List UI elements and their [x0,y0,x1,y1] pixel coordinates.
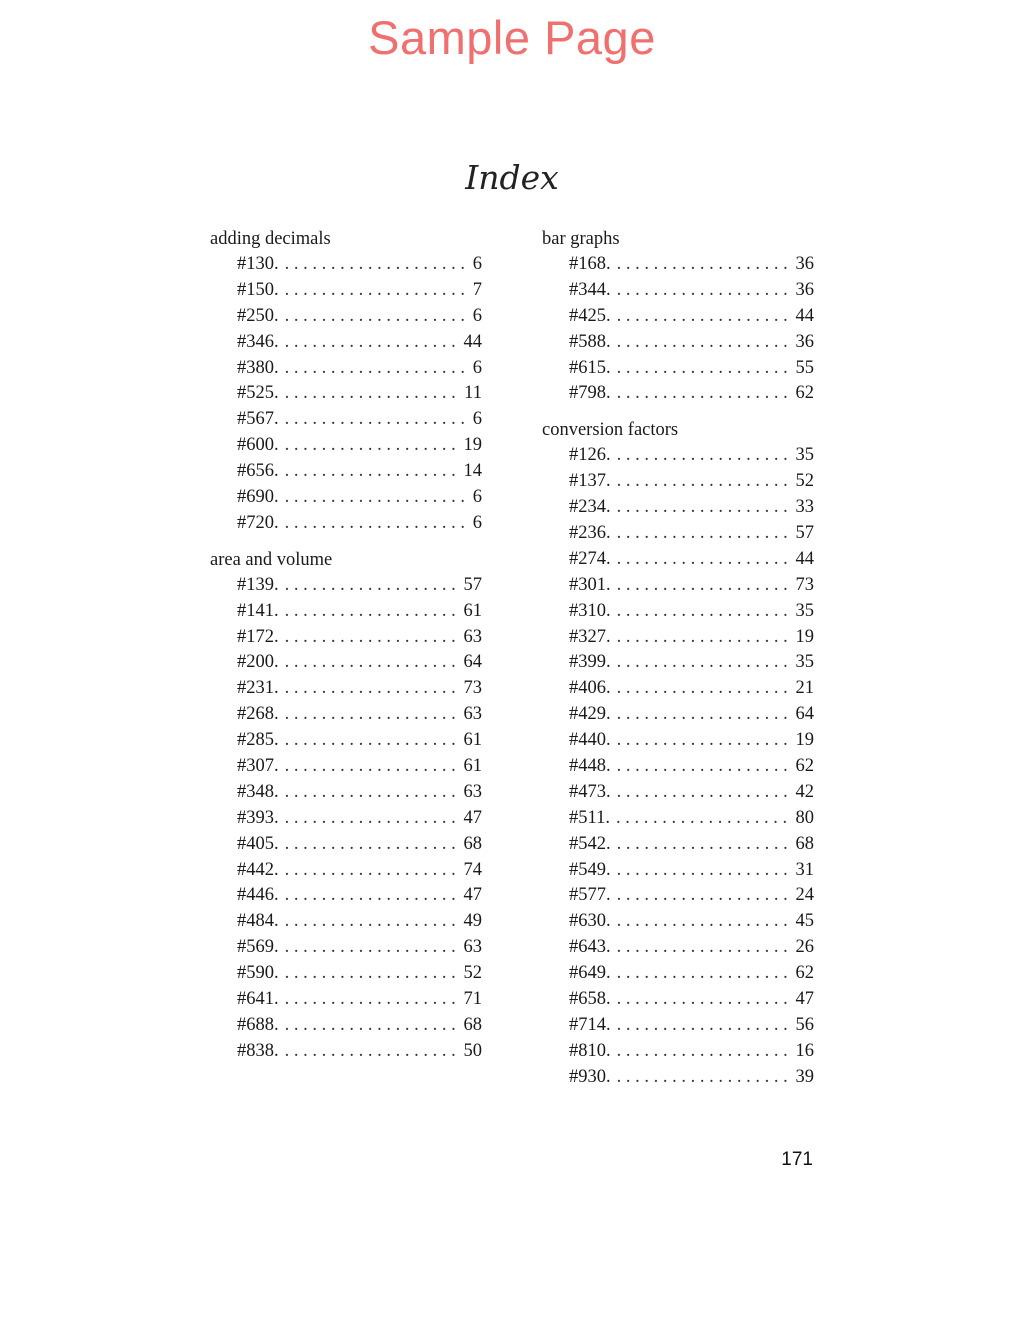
index-entry [542,278,814,304]
entry-number: #525. [237,383,279,404]
entry-page: 61 [463,756,482,777]
entry-number: #285. [237,730,279,751]
dot-leader [285,676,461,702]
index-entry [542,702,814,728]
index-entry [542,330,814,356]
entry-page: 44 [795,305,814,326]
entry-number: #399. [569,652,611,673]
entry-number: #405. [237,833,279,854]
index-entry [210,935,482,961]
index-entry [210,573,482,599]
entry-page: 35 [795,652,814,673]
dot-leader [285,909,461,935]
entry-page: 64 [463,652,482,673]
dot-leader [285,702,461,728]
entry-number: #810. [569,1040,611,1061]
index-entry [210,1039,482,1065]
index-entry [542,599,814,625]
index-entry [542,676,814,702]
dot-leader [285,987,461,1013]
index-group [542,417,814,1090]
entry-number: #577. [569,885,611,906]
entry-page: 61 [463,730,482,751]
entry-page: 6 [472,512,482,533]
entry-page: 63 [463,626,482,647]
entry-number: #473. [569,781,611,802]
entry-number: #406. [569,678,611,699]
dot-leader [617,832,793,858]
index-entry [210,485,482,511]
entry-page: 24 [795,885,814,906]
index-group-heading: bar graphs [542,229,620,249]
entry-number: #658. [569,989,611,1010]
entry-page: 19 [795,626,814,647]
dot-leader [617,987,793,1013]
entry-number: #690. [237,487,279,508]
entry-page: 45 [795,911,814,932]
dot-leader [285,806,461,832]
entry-page: 35 [795,445,814,466]
entry-page: 73 [795,574,814,595]
entry-page: 50 [463,1040,482,1061]
entry-page: 47 [795,989,814,1010]
index-entry [210,754,482,780]
entry-number: #542. [569,833,611,854]
index-entry [210,252,482,278]
dot-leader [617,278,793,304]
entry-page: 68 [463,833,482,854]
index-entry [542,883,814,909]
entry-number: #327. [569,626,611,647]
entry-number: #630. [569,911,611,932]
entry-page: 57 [795,523,814,544]
dot-leader [617,961,793,987]
dot-leader [285,433,461,459]
dot-leader [616,806,793,832]
entry-page: 11 [464,383,482,404]
dot-leader [285,650,461,676]
entry-number: #310. [569,600,611,621]
entry-number: #641. [237,989,279,1010]
entry-number: #139. [237,574,279,595]
entry-page: 57 [463,574,482,595]
index-group-heading: area and volume [210,549,333,570]
entry-page: 73 [463,678,482,699]
entry-page: 44 [463,331,482,352]
entry-number: #838. [237,1040,279,1061]
entry-number: #236. [569,523,611,544]
index-group [210,547,482,1065]
dot-leader [617,495,793,521]
index-entry [542,1065,814,1091]
entry-page: 68 [795,833,814,854]
dot-leader [617,599,793,625]
entry-page: 6 [472,357,482,378]
entry-page: 21 [795,678,814,699]
entry-number: #442. [237,859,279,880]
index-entry [542,521,814,547]
entry-number: #425. [569,305,611,326]
entry-page: 80 [795,807,814,828]
index-entry [210,511,482,537]
entry-number: #274. [569,548,611,569]
entry-number: #446. [237,885,279,906]
page-number: 171 [781,1149,813,1170]
entry-number: #600. [237,435,279,456]
entry-number: #484. [237,911,279,932]
entry-page: 63 [463,704,482,725]
index-entry [210,858,482,884]
entry-number: #549. [569,859,611,880]
entry-number: #588. [569,331,611,352]
entry-number: #511. [569,807,610,828]
dot-leader [285,330,461,356]
index-entry [210,625,482,651]
index-entry [542,356,814,382]
dot-leader [285,278,470,304]
entry-number: #656. [237,461,279,482]
entry-page: 49 [463,911,482,932]
entry-page: 6 [472,254,482,274]
entry-page: 74 [463,859,482,880]
entry-page: 64 [795,704,814,725]
entry-number: #429. [569,704,611,725]
index-entry [210,459,482,485]
entry-page: 19 [795,730,814,751]
entry-page: 36 [795,331,814,352]
index-entry [542,650,814,676]
index-entry [210,987,482,1013]
index-entry [210,728,482,754]
dot-leader [617,356,793,382]
index-entry [210,599,482,625]
entry-number: #567. [237,409,279,430]
index-entry [210,832,482,858]
dot-leader [285,599,461,625]
entry-number: #643. [569,937,611,958]
dot-leader [617,304,793,330]
index-entry [210,356,482,382]
index-entry [542,780,814,806]
index-entry [542,252,814,278]
dot-leader [617,676,793,702]
dot-leader [285,1039,461,1065]
index-entry [210,780,482,806]
entry-page: 36 [795,254,814,274]
dot-leader [617,1065,793,1091]
index-entry [542,961,814,987]
dot-leader [617,1039,793,1065]
dot-leader [285,883,461,909]
dot-leader [617,381,793,407]
index-entry [210,961,482,987]
index-entry [542,304,814,330]
entry-number: #130. [237,254,279,274]
entry-page: 63 [463,781,482,802]
dot-leader [285,754,461,780]
index-column-right [542,226,814,1101]
entry-number: #141. [237,600,279,621]
entry-number: #268. [237,704,279,725]
entry-page: 36 [795,279,814,300]
entry-page: 26 [795,937,814,958]
dot-leader [285,1013,461,1039]
index-entry [210,676,482,702]
entry-number: #569. [237,937,279,958]
sample-page-watermark: Sample Page [368,11,656,64]
entry-number: #714. [569,1014,611,1035]
index-entry [542,728,814,754]
dot-leader [285,381,462,407]
entry-page: 62 [795,963,814,984]
index-entry [542,832,814,858]
index-entry [542,573,814,599]
index-entry [542,381,814,407]
entry-page: 19 [463,435,482,456]
index-title: Index [465,158,559,197]
dot-leader [617,702,793,728]
entry-number: #798. [569,383,611,404]
entry-page: 62 [795,383,814,404]
index-entry [542,1013,814,1039]
entry-page: 47 [463,885,482,906]
index-entry [542,858,814,884]
index-entry [542,547,814,573]
dot-leader [617,469,793,495]
index-entry [542,495,814,521]
entry-page: 52 [463,963,482,984]
entry-number: #688. [237,1014,279,1035]
dot-leader [285,459,461,485]
dot-leader [285,935,461,961]
entry-number: #380. [237,357,279,378]
index-group [542,226,814,407]
index-entry [210,650,482,676]
index-entry [542,625,814,651]
entry-page: 6 [472,409,482,430]
index-entry [210,1013,482,1039]
dot-leader [617,1013,793,1039]
dot-leader [285,961,461,987]
entry-number: #720. [237,512,279,533]
entry-number: #200. [237,652,279,673]
index-entry [210,806,482,832]
dot-leader [617,650,793,676]
entry-number: #234. [569,497,611,518]
index-entry [210,433,482,459]
entry-number: #649. [569,963,611,984]
entry-page: 63 [463,937,482,958]
index-entry [542,443,814,469]
entry-number: #448. [569,756,611,777]
index-group-heading: conversion factors [542,420,679,441]
index-column-left [210,226,482,1075]
entry-page: 6 [472,487,482,508]
entry-number: #168. [569,254,611,274]
index-entry [210,702,482,728]
index-entry [542,987,814,1013]
entry-page: 68 [463,1014,482,1035]
dot-leader [617,521,793,547]
entry-page: 39 [795,1066,814,1087]
entry-number: #346. [237,331,279,352]
dot-leader [617,935,793,961]
dot-leader [285,485,470,511]
dot-leader [617,909,793,935]
index-entry [542,806,814,832]
index-entry [542,909,814,935]
entry-number: #393. [237,807,279,828]
dot-leader [285,780,461,806]
dot-leader [285,511,470,537]
entry-number: #150. [237,279,279,300]
dot-leader [617,728,793,754]
entry-number: #172. [237,626,279,647]
index-entry [210,407,482,433]
entry-page: 33 [795,497,814,518]
dot-leader [617,754,793,780]
entry-number: #307. [237,756,279,777]
entry-number: #590. [237,963,279,984]
entry-page: 42 [795,781,814,802]
dot-leader [617,573,793,599]
entry-page: 62 [795,756,814,777]
entry-page: 14 [463,461,482,482]
dot-leader [285,625,461,651]
index-group-heading: adding decimals [210,229,331,249]
entry-page: 35 [795,600,814,621]
dot-leader [617,443,793,469]
index-entry [210,278,482,304]
index-entry [542,1039,814,1065]
entry-page: 31 [795,859,814,880]
dot-leader [285,832,461,858]
index-entry [542,754,814,780]
index-entry [542,935,814,961]
entry-page: 6 [472,305,482,326]
dot-leader [617,883,793,909]
index-entry [210,330,482,356]
dot-leader [617,330,793,356]
entry-page: 44 [795,548,814,569]
index-entry [542,469,814,495]
dot-leader [285,407,470,433]
index-group [210,226,482,537]
entry-number: #615. [569,357,611,378]
entry-number: #231. [237,678,279,699]
entry-page: 71 [463,989,482,1010]
dot-leader [285,304,470,330]
entry-number: #348. [237,781,279,802]
entry-number: #301. [569,574,611,595]
dot-leader [285,573,461,599]
entry-page: 16 [795,1040,814,1061]
entry-page: 52 [795,471,814,492]
entry-page: 55 [795,357,814,378]
dot-leader [617,547,793,573]
dot-leader [285,858,461,884]
index-entry [210,381,482,407]
entry-number: #250. [237,305,279,326]
entry-page: 7 [472,279,482,300]
entry-page: 56 [795,1014,814,1035]
entry-number: #344. [569,279,611,300]
dot-leader [617,625,793,651]
entry-number: #126. [569,445,611,466]
dot-leader [285,252,470,278]
dot-leader [285,728,461,754]
entry-page: 47 [463,807,482,828]
entry-number: #440. [569,730,611,751]
index-entry [210,909,482,935]
dot-leader [617,252,793,278]
entry-number: #137. [569,471,611,492]
entry-page: 61 [463,600,482,621]
entry-number: #930. [569,1066,611,1087]
index-entry [210,304,482,330]
dot-leader [617,780,793,806]
dot-leader [617,858,793,884]
dot-leader [285,356,470,382]
index-entry [210,883,482,909]
